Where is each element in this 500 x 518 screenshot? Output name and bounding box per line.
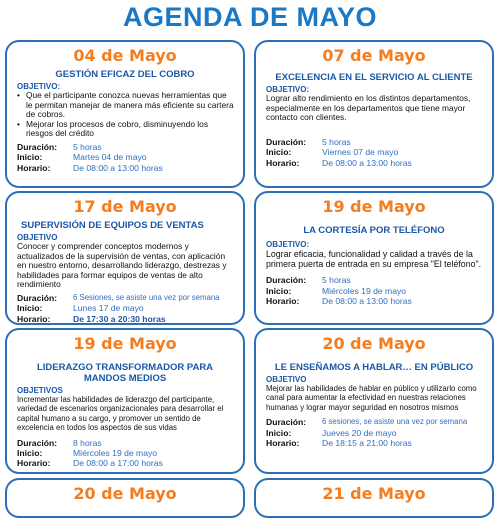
schedule-value: De 08:00 a 13:00 horas [322,157,412,168]
objective-item: • Que el participante conozca nuevas herramientas que le permitan manejar de manera más eficiente su cartera de cobros. [17,91,235,120]
objective-text: Conocer y comprender conceptos modernos y actualizados de la supervisión de ventas, con aplicación en nuestro entorno, desarrollando liderazgo, destrezas y habilidades para formar equipos de ventas de alto rendimiento [17,241,227,290]
schedule-value: De 08:00 a 17:00 horas [73,458,163,469]
duration-value: 6 sesiones, se asiste una vez por semana [322,417,468,427]
card-title: EXCELENCIA EN EL SERVICIO AL CLIENTE [275,72,473,83]
card-title: LA CORTESÍA POR TELÉFONO [303,225,445,236]
course-card-liderazgo[interactable] [5,328,245,474]
objective-text: Mejorar las habilidades de hablar en público y utilizarlo como canal para aumentar la efectividad en nuestras relaciones humanas y lograr mayor seguridad en nosotros mismos [266,384,477,412]
objective-text: Lograr eficacia, funcionalidad y calidad a través de la primera puerta de entrada en su empresa "El teléfono". [266,249,482,270]
card-title: SUPERVISIÓN DE EQUIPOS DE VENTAS [21,220,204,231]
objective-item: • Mejorar los procesos de cobro, disminuyendo los riesgos del crédito [17,120,235,139]
start-label: Inicio: [266,147,292,158]
schedule-value: De 08:00 a 13:00 horas [322,296,412,307]
duration-label: Duración: [266,417,307,428]
schedule-value: De 08:00 a 13:00 horas [73,162,163,173]
duration-value: 5 horas [322,275,351,286]
schedule-label: Horario: [17,162,51,173]
duration-label: Duración: [266,136,307,147]
card-date: 19 de Mayo [322,197,426,216]
objective-text: Incrementar las habilidades de liderazgo del participante, variedad de escenarios organizacionales para desarrollar el capital humano a su cargo, y promover un sentido de excelencia en todos los aspectos de sus vidas [17,395,224,433]
course-info [17,293,243,324]
card-date: 21 de Mayo [322,484,426,503]
duration-value: 5 horas [322,136,351,147]
card-title: LE ENSEÑAMOS A HABLAR… EN PÚBLICO [274,362,474,373]
start-label: Inicio: [266,427,292,438]
course-card-partial-left[interactable] [5,478,245,518]
duration-value: 6 Sesiones, se asiste una vez por semana [73,292,220,302]
duration-label: Duración: [17,437,58,448]
schedule-label: Horario: [17,458,51,469]
page-title: AGENDA DE MAYO [122,2,378,32]
duration-value: 8 horas [73,437,102,448]
start-label: Inicio: [17,448,43,459]
schedule-label: Horario: [266,157,300,168]
course-info [266,275,492,306]
start-value: Lunes 17 de mayo [73,303,144,314]
course-info [266,417,492,448]
objective-label: OBJETIVO: [17,82,61,91]
start-value: Miércoles 19 de mayo [322,285,407,296]
card-date: 07 de Mayo [322,46,426,65]
start-value: Jueves 20 de mayo [322,427,397,438]
course-info [17,438,243,469]
card-date: 20 de Mayo [73,484,177,503]
schedule-label: Horario: [266,296,300,307]
duration-label: Duración: [266,275,307,286]
schedule-label: Horario: [266,438,300,449]
course-card-cobro[interactable] [5,40,245,188]
card-date: 04 de Mayo [73,46,177,65]
start-value: Miércoles 19 de mayo [73,448,158,459]
start-value: Martes 04 de mayo [73,152,147,163]
course-card-supervision-ventas[interactable] [5,191,245,325]
objective-label: OBJETIVO: [266,240,310,249]
course-info [17,142,243,173]
start-label: Inicio: [266,285,292,296]
course-card-servicio-cliente[interactable] [254,40,494,188]
objective-list [17,91,235,139]
duration-label: Duración: [17,292,58,303]
card-date: 20 de Mayo [322,334,426,353]
objective-label: OBJETIVOS [17,386,63,395]
duration-value: 5 horas [73,141,102,152]
objective-label: OBJETIVO [266,375,307,384]
schedule-label: Horario: [17,313,51,324]
start-value: Viernes 07 de mayo [322,147,399,158]
card-title: GESTIÓN EFICAZ DEL COBRO [55,69,195,80]
course-card-hablar-publico[interactable] [254,328,494,474]
card-title: LIDERAZGO TRANSFORMADOR PARA MANDOS MEDIOS [36,362,214,384]
course-card-cortesia-telefono[interactable] [254,191,494,325]
card-date: 17 de Mayo [73,197,177,216]
course-info [266,137,492,168]
objective-label: OBJETIVO: [266,85,310,94]
schedule-value: De 18:15 a 21:00 horas [322,438,412,449]
duration-label: Duración: [17,141,58,152]
card-date: 19 de Mayo [73,334,177,353]
schedule-value: De 17:30 a 20:30 horas [73,313,166,324]
course-card-partial-right[interactable] [254,478,494,518]
start-label: Inicio: [17,303,43,314]
objective-text: Lograr alto rendimiento en los distintos departamentos, especialmente en los departamentos que tiene mayor contacto con clientes. [266,93,471,123]
objective-label: OBJETIVO [17,233,58,242]
start-label: Inicio: [17,152,43,163]
